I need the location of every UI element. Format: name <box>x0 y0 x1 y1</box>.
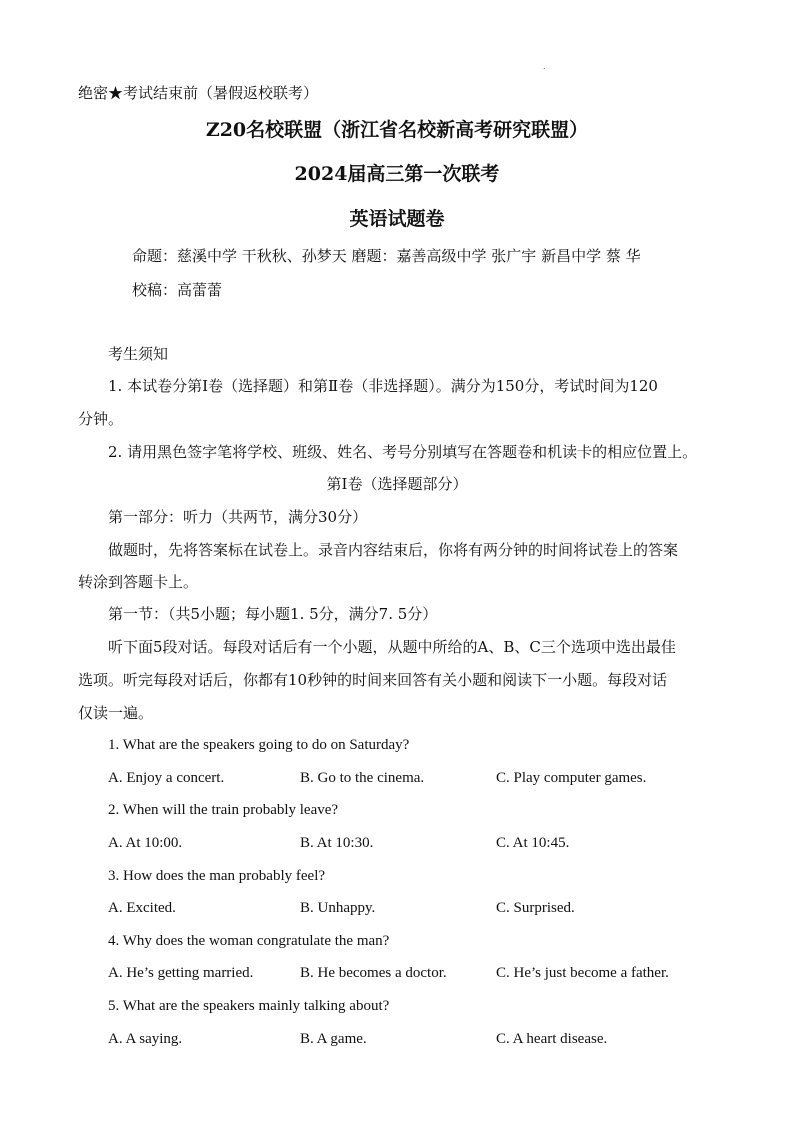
credits-authors: 命题：慈溪中学 干秋秋、孙梦天 磨题：嘉善高级中学 张广宇 新昌中学 蔡 华 <box>132 247 641 265</box>
question-4: 4. Why does the woman congratulate the man? <box>108 933 390 949</box>
option-c: C. At 10:45. <box>496 835 570 851</box>
option-a: A. A saying. <box>108 1031 183 1047</box>
section1-instruction-2: 选项。听完每段对话后，你都有10秒钟的时间来回答有关小题和阅读下一小题。每段对话 <box>78 671 668 689</box>
option-b: B. Go to the cinema. <box>300 770 425 786</box>
option-c: C. He’s just become a father. <box>496 965 669 981</box>
option-c: C. A heart disease. <box>496 1031 608 1047</box>
section1-instruction-3: 仅读一遍。 <box>78 704 154 722</box>
option-a: A. Excited. <box>108 900 176 916</box>
option-a: A. At 10:00. <box>108 835 183 851</box>
section1-heading: 第一节：（共5小题；每小题1. 5分，满分7. 5分） <box>108 605 438 623</box>
option-b: B. Unhappy. <box>300 900 376 916</box>
question-5: 5. What are the speakers mainly talking about? <box>108 998 390 1014</box>
notice-item-1-cont: 分钟。 <box>78 410 124 428</box>
notice-item-2: 2. 请用黑色签字笔将学校、班级、姓名、考号分别填写在答题卷和机读卡的相应位置上。 <box>108 443 698 461</box>
option-a: A. Enjoy a concert. <box>108 770 225 786</box>
option-b: B. A game. <box>300 1031 367 1047</box>
option-c: C. Play computer games. <box>496 770 647 786</box>
question-1: 1. What are the speakers going to do on Saturday? <box>108 737 410 753</box>
question-2: 2. When will the train probably leave? <box>108 802 339 818</box>
instruction-line-1: 做题时，先将答案标在试卷上。录音内容结束后，你将有两分钟的时间将试卷上的答案 <box>108 541 679 559</box>
instruction-line-2: 转涂到答题卡上。 <box>78 573 199 591</box>
corner-dot: . <box>543 62 546 71</box>
volume-heading: 第Ⅰ卷（选择题部分） <box>326 475 468 493</box>
option-b: B. At 10:30. <box>300 835 374 851</box>
notice-heading: 考生须知 <box>108 345 169 363</box>
title-alliance: Z20名校联盟（浙江省名校新高考研究联盟） <box>205 119 589 141</box>
title-exam: 2024届高三第一次联考 <box>294 163 500 185</box>
secret-label: 绝密★考试结束前（暑假返校联考） <box>78 84 319 102</box>
notice-item-1: 1. 本试卷分第Ⅰ卷（选择题）和第Ⅱ卷（非选择题）。满分为150分，考试时间为120 <box>108 377 658 395</box>
part1-heading: 第一部分：听力（共两节，满分30分） <box>108 508 368 526</box>
option-c: C. Surprised. <box>496 900 575 916</box>
credits-proofreader: 校稿：高蕾蕾 <box>132 281 223 299</box>
option-b: B. He becomes a doctor. <box>300 965 447 981</box>
title-subject: 英语试题卷 <box>349 208 445 230</box>
section1-instruction-1: 听下面5段对话。每段对话后有一个小题，从题中所给的A、B、C三个选项中选出最佳 <box>108 638 676 656</box>
question-3: 3. How does the man probably feel? <box>108 868 326 884</box>
option-a: A. He’s getting married. <box>108 965 254 981</box>
